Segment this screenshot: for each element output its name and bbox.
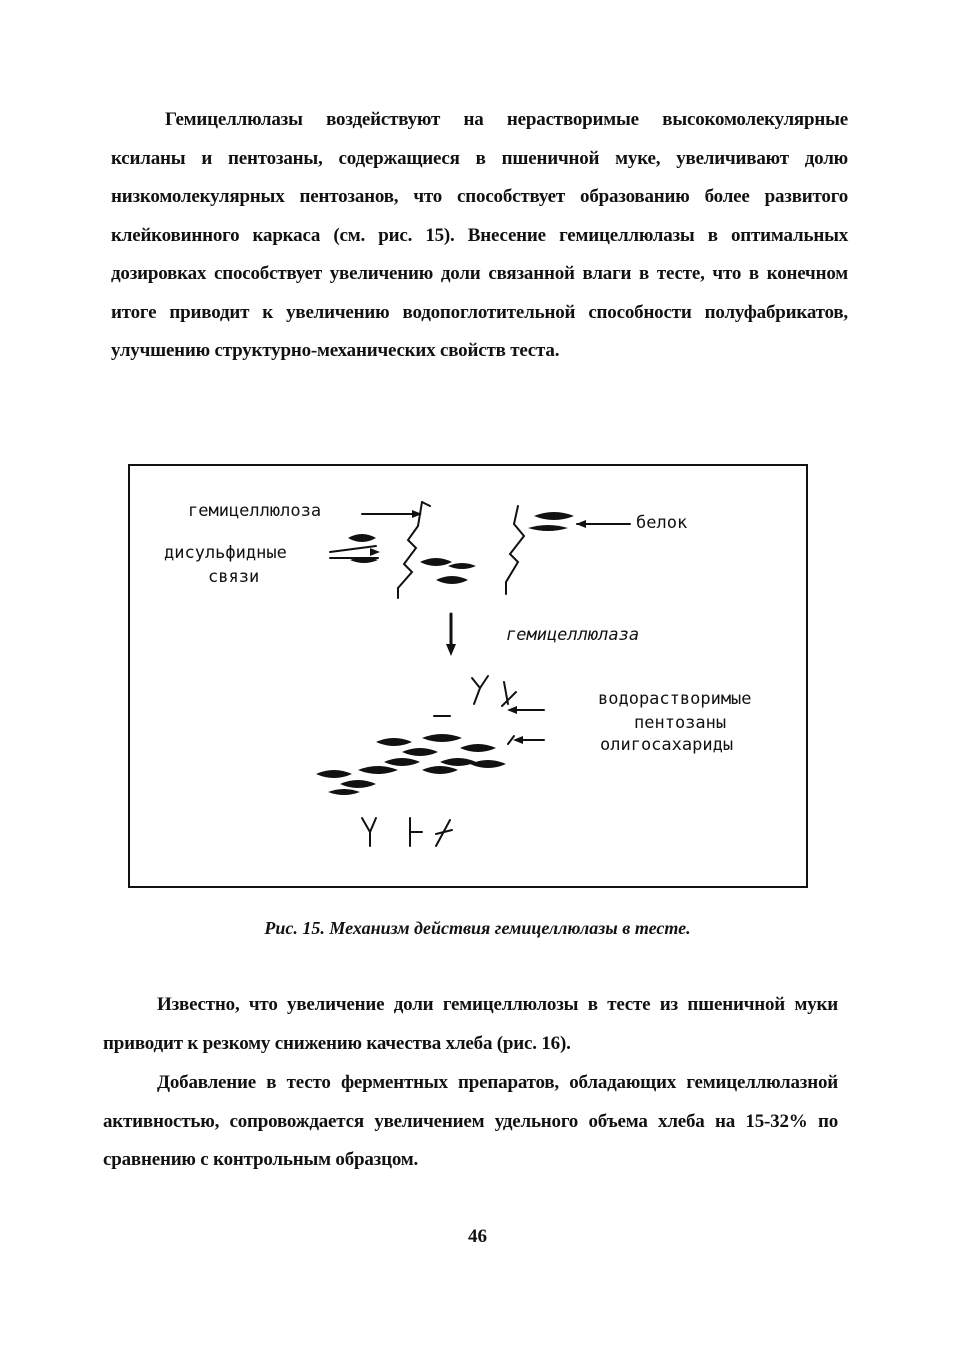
label-hemicellulose: гемицеллюлоза [188, 501, 322, 521]
page-number: 46 [468, 1226, 487, 1247]
paragraph-hemicellulose-effect: Известно, что увеличение доли гемицеллюлозы в тесте из пшеничной муки приводит к резкому снижению качества хлеба (рис. 16). [103, 994, 838, 1054]
label-disulfide-bonds-2: связи [208, 567, 260, 587]
figure-caption: Рис. 15. Механизм действия гемицеллюлазы в тесте. [264, 918, 691, 938]
label-disulfide-bonds: дисульфидные [164, 543, 287, 563]
figure-mechanism [128, 464, 808, 888]
label-water-soluble: водорастворимые [598, 689, 752, 709]
mechanism-diagram [130, 466, 806, 886]
paragraph-intro: Гемицеллюлазы воздействуют на нерастворимые высокомолекулярные ксиланы и пентозаны, содержащиеся в пшеничной муке, увеличивают долю низкомолекулярных пентозанов, что способствует образованию более развитого клейковинного каркаса (см. рис. 15). Внесение гемицеллюлазы в оптимальных дозировках способствует увеличению доли связанной влаги в тесте, что в конечном итоге приводит к увеличению водопоглотительной способности полуфабрикатов, улучшению структурно-механических свойств теста. [111, 109, 848, 361]
label-enzyme: гемицеллюлаза [506, 625, 640, 645]
label-protein: белок [636, 513, 688, 533]
label-oligosaccharides: олигосахариды [600, 735, 734, 755]
label-pentosans: пентозаны [634, 713, 727, 733]
paragraph-enzyme-addition: Добавление в тесто ферментных препаратов, обладающих гемицеллюлазной активностью, сопровождается увеличением удельного объема хлеба на 15-32% по сравнению с контрольным образцом. [103, 1072, 838, 1170]
